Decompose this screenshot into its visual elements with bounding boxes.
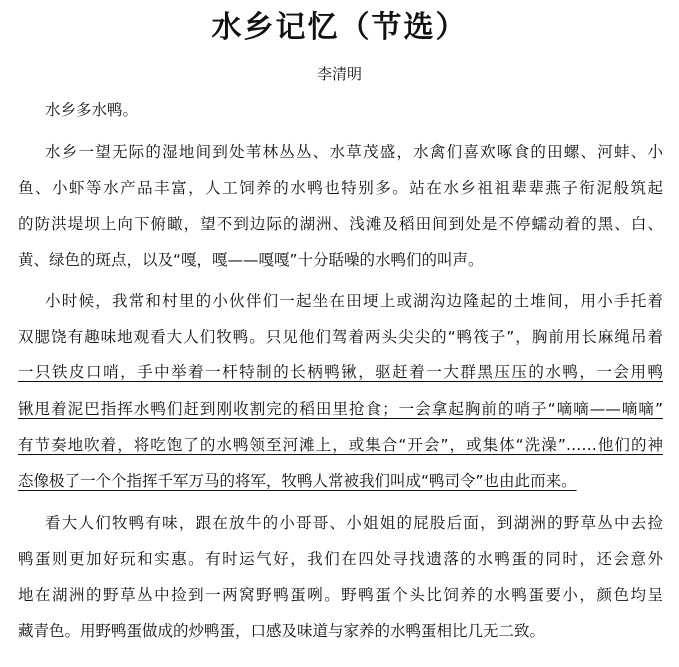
paragraph-line: 双腮饶有趣味地观看大人们牧鸭。只见他们驾着两头尖尖的“鸭筏子”，胸前用长麻绳吊着	[18, 328, 663, 346]
underlined-line: 态像极了一个个指挥千军万马的将军，牧鸭人常被我们叫成“鸭司令”也由此而来。	[18, 472, 577, 490]
paragraph-line: 藏青色。用野鸭蛋做成的炒鸭蛋，口感及味道与家养的水鸭蛋相比几无二致。	[18, 622, 546, 640]
paragraph-line: 黄、绿色的斑点，以及“嘎，嘎——嘎嘎”十分聒噪的水鸭们的叫声。	[18, 251, 484, 269]
paragraph-line: 看大人们牧鸭有味，跟在放牛的小哥哥、小姐姐的屁股后面，到湖洲的野草丛中去捡	[45, 514, 663, 532]
underlined-line: 一只铁皮口哨，手中举着一杆特制的长柄鸭锹，驱赶着一大群黑压压的水鸭，一会用鸭	[18, 363, 663, 381]
underlined-line: 锹甩着泥巴指挥水鸭们赶到刚收割完的稻田里抢食；一会拿起胸前的哨子“嘀嘀——嘀嘀”	[18, 400, 663, 418]
underlined-line: 有节奏地吹着，将吃饱了的水鸭领至河滩上，或集合“开会”，或集体“洗澡”……他们的神	[18, 436, 663, 454]
paragraph-line: 水乡一望无际的湿地间到处苇林丛丛、水草茂盛，水禽们喜欢啄食的田螺、河蚌、小	[45, 143, 663, 161]
paragraph-line: 地在湖洲的野草丛中捡到一两窝野鸭蛋咧。野鸭蛋个头比饲养的水鸭蛋要小，颜色均呈	[18, 586, 663, 604]
document-author: 李清明	[316, 65, 362, 83]
paragraph-line: 小时候，我常和村里的小伙伴们一起坐在田埂上或湖沟边隆起的土堆间，用小手托着	[45, 292, 663, 310]
paragraph-line: 水乡多水鸭。	[45, 101, 139, 119]
document-title: 水乡记忆（节选）	[211, 10, 468, 45]
paragraph-line: 鸭蛋则更加好玩和实惠。有时运气好，我们在四处寻找遗落的水鸭蛋的同时，还会意外	[18, 550, 663, 568]
paragraph-line: 的防洪堤坝上向下俯瞰，望不到边际的湖洲、浅滩及稻田间到处是不停蠕动着的黑、白、	[18, 215, 663, 233]
paragraph-line: 鱼、小虾等水产品丰富，人工饲养的水鸭也特别多。站在水乡祖祖辈辈燕子衔泥般筑起	[18, 179, 663, 197]
